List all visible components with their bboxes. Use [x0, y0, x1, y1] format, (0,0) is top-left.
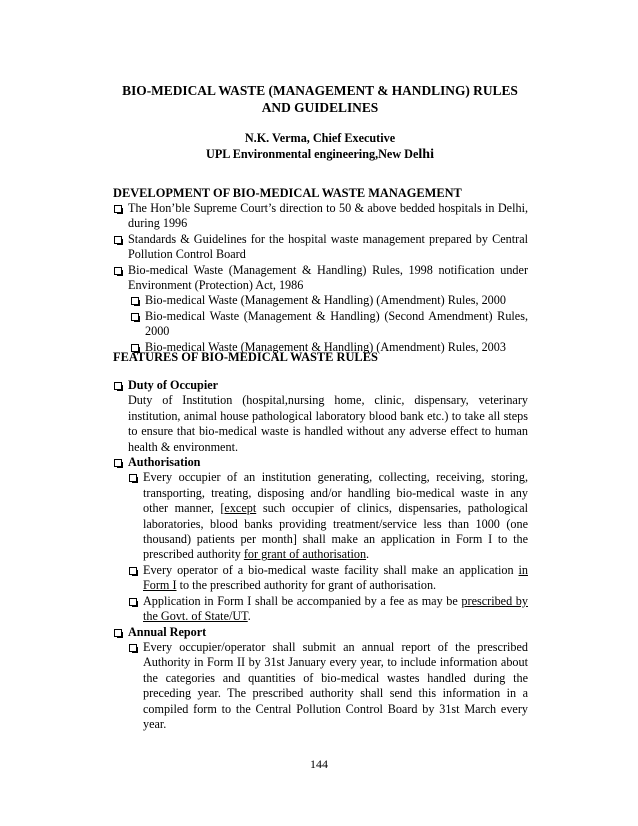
feature-label: Authorisation	[128, 455, 201, 470]
list-item-text: The Hon’ble Supreme Court’s direction to 50 & above bedded hospitals in Delhi, during 1996	[128, 201, 528, 231]
checkbox-bullet-icon	[131, 313, 139, 321]
checkbox-bullet-icon	[114, 267, 122, 275]
sub-list-item	[130, 293, 528, 308]
sub-list-item	[128, 594, 528, 625]
section-development-heading: DEVELOPMENT OF BIO-MEDICAL WASTE MANAGEMENT	[113, 186, 462, 200]
sub-list-item	[128, 470, 528, 562]
sub-list-item	[128, 640, 528, 732]
list-item	[113, 201, 528, 232]
list-item	[113, 232, 528, 263]
section-features-heading: FEATURES OF BIO-MEDICAL WASTE RULES	[113, 350, 378, 364]
feature-item-annual-report	[113, 625, 528, 733]
title-line-1: BIO-MEDICAL WASTE (MANAGEMENT & HANDLING) RULES	[122, 83, 518, 98]
feature-item-occupier	[113, 378, 528, 455]
list-item	[113, 263, 528, 294]
list-item-text: Bio-medical Waste (Management & Handling) Rules, 1998 notification under Environment (Protection) Act, 1986	[128, 262, 528, 293]
checkbox-bullet-icon	[129, 474, 137, 482]
sub-list-item	[128, 563, 528, 594]
sub-list-item-text: Every occupier/operator shall submit an annual report of the prescribed Authority in Form II by 31st January every year, to include information about the categories and quantities of bio-medical wastes handled during the preceding year. The prescribed authority shall send this information in a compiled form to the Central Pollution Control Board by 31st March every year.	[143, 639, 528, 731]
list-item-text: Standards & Guidelines for the hospital waste management prepared by Central Pollution Control Board	[128, 231, 528, 262]
text-part: .	[247, 609, 251, 624]
sub-list-item	[130, 309, 528, 340]
sub-list-item-text: Bio-medical Waste (Management & Handling) (Second Amendment) Rules, 2000	[145, 308, 528, 339]
author-org-part-b: lhi	[418, 147, 434, 162]
text-part: Every operator of a bio-medical waste facility shall make an application	[143, 562, 519, 577]
sub-list-item-text: Bio-medical Waste (Management & Handling) (Amendment) Rules, 2003	[145, 339, 506, 354]
author-organization	[110, 147, 530, 162]
page-number: 144	[310, 757, 328, 771]
checkbox-bullet-icon	[131, 297, 139, 305]
underlined-text: prescribed by the Govt. of State/UT	[143, 593, 528, 624]
author-org-part-a: UPL Environmental engineering,New De	[206, 147, 419, 161]
author-name: N.K. Verma, Chief Executive	[244, 131, 396, 145]
checkbox-bullet-icon	[114, 459, 122, 467]
checkbox-bullet-icon	[129, 567, 137, 575]
text-part: Every occupier of an institution generating, collecting, receiving, storing, transporting, treating, disposing and/or handling bio-medical waste in any other manner, [	[143, 470, 528, 516]
text-part: such occupier of clinics, dispensaries, pathological laboratories, blood banks providing treatment/service less than 1000 (one thousand) patients per month] shall make an application in Form I to the prescribed authority	[143, 501, 528, 562]
text-part: Application in Form I shall be accompanied by a fee as may be	[143, 593, 462, 608]
document-title	[110, 83, 530, 116]
development-list	[113, 201, 528, 355]
sub-list-item-text: Bio-medical Waste (Management & Handling) (Amendment) Rules, 2000	[145, 293, 506, 308]
title-line-2: AND GUIDELINES	[261, 99, 379, 115]
underlined-text: except	[224, 501, 257, 516]
checkbox-bullet-icon	[114, 629, 122, 637]
feature-text: Duty of Institution (hospital,nursing home, clinic, dispensary, veterinary institution, animal house pathological laboratory blood bank etc.) to take all steps to ensure that bio-medical waste is handled without any adverse effect to human health & environment.	[128, 393, 528, 454]
text-part: to the prescribed authority for grant of authorisation.	[176, 578, 437, 593]
checkbox-bullet-icon	[129, 644, 137, 652]
underlined-text: in Form I	[143, 562, 528, 593]
underlined-text: for grant of authorisation	[243, 547, 367, 562]
feature-label: Duty of Occupier	[128, 378, 219, 392]
checkbox-bullet-icon	[114, 205, 122, 213]
features-list	[113, 378, 528, 732]
feature-label: Annual Report	[128, 624, 207, 639]
text-part: .	[366, 547, 370, 562]
feature-item-authorisation	[113, 455, 528, 624]
checkbox-bullet-icon	[129, 598, 137, 606]
checkbox-bullet-icon	[114, 382, 122, 390]
checkbox-bullet-icon	[114, 236, 122, 244]
